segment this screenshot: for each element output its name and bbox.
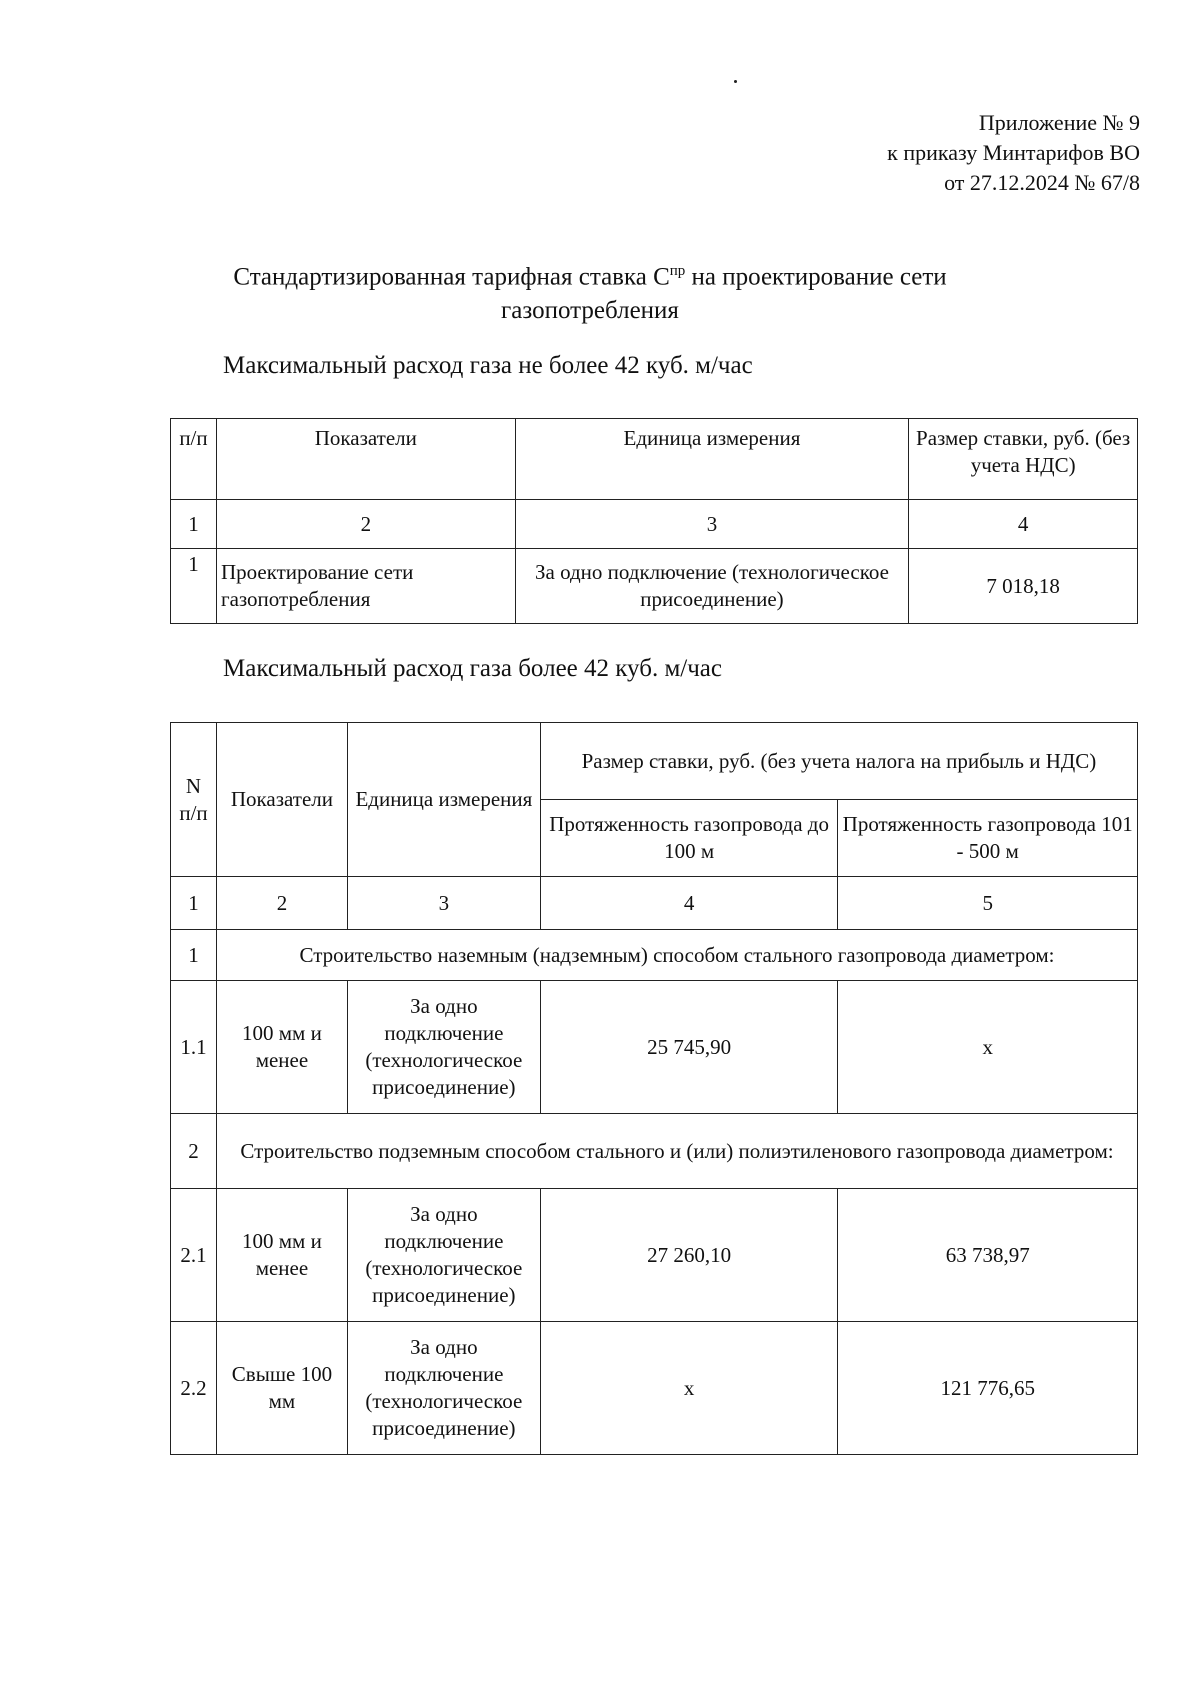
header-cell: п/п	[171, 419, 217, 500]
column-number-cell: 1	[171, 500, 217, 549]
header-cell: Протяженность газопровода 101 - 500 м	[838, 800, 1138, 877]
unit-cell: За одно подключение (технологическое присоединение)	[515, 549, 909, 624]
document-title	[150, 254, 1030, 328]
column-number-cell: 2	[216, 500, 515, 549]
row-number-cell: 2	[171, 1114, 217, 1189]
rate-cell: 63 738,97	[838, 1189, 1138, 1322]
header-cell: Размер ставки, руб. (без учета НДС)	[909, 419, 1138, 500]
section2-heading: Максимальный расход газа более 42 куб. м/час	[223, 655, 722, 682]
header-cell: Протяженность газопровода до 100 м	[540, 800, 838, 877]
table1-header-row	[171, 419, 1138, 500]
rate-cell: 25 745,90	[540, 981, 838, 1114]
row-number-cell: 2.2	[171, 1322, 217, 1455]
title-text-after: на проектирование сети газопотребления	[501, 263, 947, 325]
unit-cell: За одно подключение (технологическое присоединение)	[347, 1322, 540, 1455]
title-superscript: пр	[669, 263, 686, 279]
header-cell: Показатели	[216, 723, 347, 877]
title-text-before: Стандартизированная тарифная ставка C	[233, 263, 670, 291]
column-number-cell: 2	[216, 877, 347, 930]
table2-header-row-1	[171, 723, 1138, 800]
indicator-cell: Свыше 100 мм	[216, 1322, 347, 1455]
column-number-cell: 4	[909, 500, 1138, 549]
table-row	[171, 1114, 1138, 1189]
section1-heading: Максимальный расход газа не более 42 куб. м/час	[223, 352, 753, 379]
header-cell: Единица измерения	[515, 419, 909, 500]
column-number-cell: 1	[171, 877, 217, 930]
table-row	[171, 981, 1138, 1114]
table-row	[171, 930, 1138, 981]
rate-cell: 27 260,10	[540, 1189, 838, 1322]
rate-cell: 121 776,65	[838, 1322, 1138, 1455]
scan-dot	[734, 80, 737, 83]
table-row	[171, 549, 1138, 624]
group-heading-cell: Строительство подземным способом стального и (или) полиэтиленового газопровода диаметром:	[216, 1114, 1137, 1189]
header-cell: N п/п	[171, 723, 217, 877]
header-cell: Показатели	[216, 419, 515, 500]
row-number-cell: 1.1	[171, 981, 217, 1114]
row-number-cell: 2.1	[171, 1189, 217, 1322]
table1-column-numbers-row	[171, 500, 1138, 549]
rate-cell: x	[540, 1322, 838, 1455]
row-number-cell: 1	[171, 549, 217, 624]
rate-cell: 7 018,18	[909, 549, 1138, 624]
indicator-cell: 100 мм и менее	[216, 981, 347, 1114]
column-number-cell: 3	[515, 500, 909, 549]
unit-cell: За одно подключение (технологическое присоединение)	[347, 1189, 540, 1322]
appendix-line-3: от 27.12.2024 № 67/8	[944, 170, 1140, 195]
appendix-reference	[887, 108, 1140, 198]
tariff-table-1	[170, 418, 1138, 624]
appendix-line-2: к приказу Минтарифов ВО	[887, 140, 1140, 165]
table-row	[171, 1322, 1138, 1455]
unit-cell: За одно подключение (технологическое присоединение)	[347, 981, 540, 1114]
indicator-cell: 100 мм и менее	[216, 1189, 347, 1322]
row-number-cell: 1	[171, 930, 217, 981]
column-number-cell: 4	[540, 877, 838, 930]
appendix-line-1: Приложение № 9	[978, 110, 1140, 135]
indicator-cell: Проектирование сети газопотребления	[216, 549, 515, 624]
header-cell: Размер ставки, руб. (без учета налога на прибыль и НДС)	[540, 723, 1137, 800]
group-heading-cell: Строительство наземным (надземным) способом стального газопровода диаметром:	[216, 930, 1137, 981]
table-row	[171, 1189, 1138, 1322]
rate-cell: x	[838, 981, 1138, 1114]
table2-column-numbers-row	[171, 877, 1138, 930]
header-cell: Единица измерения	[347, 723, 540, 877]
column-number-cell: 5	[838, 877, 1138, 930]
tariff-table-2	[170, 722, 1138, 1455]
column-number-cell: 3	[347, 877, 540, 930]
